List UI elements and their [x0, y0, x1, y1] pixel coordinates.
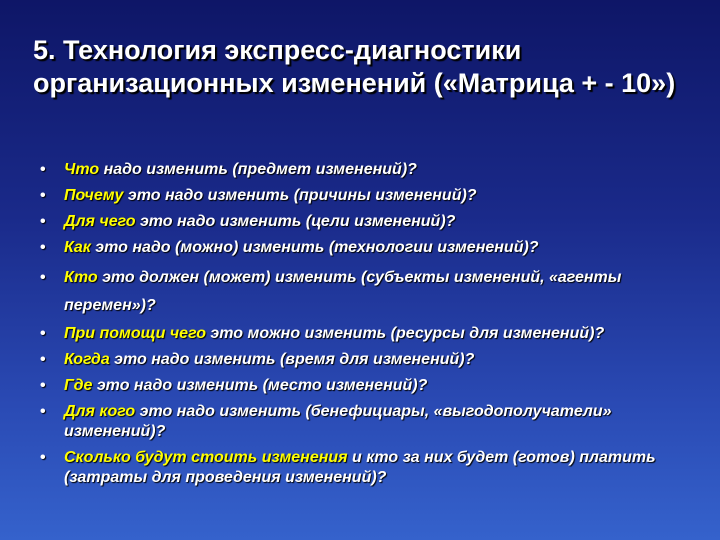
- item-text: это надо изменить (цели изменений)?: [135, 213, 456, 230]
- list-item: [40, 212, 690, 232]
- item-text: надо изменить (предмет изменений)?: [99, 161, 417, 178]
- item-keyword: Когда: [64, 351, 110, 368]
- item-keyword: Сколько будут стоить изменения: [64, 449, 348, 466]
- item-text: и кто за них будет (готов) платить (затраты для проведения изменений)?: [64, 449, 656, 486]
- item-text: это можно изменить (ресурсы для изменений)?: [205, 325, 605, 342]
- bullet-icon: •: [40, 403, 46, 420]
- bullet-icon: •: [40, 213, 46, 230]
- item-keyword: Почему: [64, 187, 124, 204]
- bullet-list: [40, 160, 690, 494]
- bullet-icon: •: [40, 351, 46, 368]
- list-item: [40, 402, 690, 442]
- item-keyword: Как: [64, 239, 91, 256]
- list-item: [40, 160, 690, 180]
- bullet-icon: •: [40, 161, 46, 178]
- item-keyword: Где: [64, 377, 93, 394]
- item-text: это надо изменить (бенефициары, «выгодополучатели» изменений)?: [64, 403, 612, 440]
- list-item: [40, 324, 690, 344]
- item-text: это надо изменить (место изменений)?: [92, 377, 428, 394]
- bullet-icon: •: [40, 325, 46, 342]
- item-text: это надо изменить (время для изменений)?: [109, 351, 475, 368]
- bullet-icon: •: [40, 269, 46, 286]
- list-item: [40, 448, 690, 488]
- item-keyword: Для чего: [64, 213, 136, 230]
- item-text: это надо (можно) изменить (технологии изменений)?: [90, 239, 539, 256]
- item-keyword: Что: [64, 161, 100, 178]
- item-keyword: При помощи чего: [64, 325, 206, 342]
- list-item: [40, 238, 690, 258]
- list-item: [40, 350, 690, 370]
- item-text: это должен (может) изменить (субъекты изменений, «агенты перемен»)?: [64, 269, 622, 314]
- bullet-icon: •: [40, 239, 46, 256]
- item-keyword: Кто: [64, 269, 98, 286]
- list-item: [40, 186, 690, 206]
- bullet-icon: •: [40, 377, 46, 394]
- bullet-icon: •: [40, 187, 46, 204]
- item-text: это надо изменить (причины изменений)?: [123, 187, 477, 204]
- list-item: [40, 376, 690, 396]
- list-item: [40, 264, 690, 320]
- item-keyword: Для кого: [64, 403, 136, 420]
- bullet-icon: •: [40, 449, 46, 466]
- slide-title: 5. Технология экспресс-диагностики организационных изменений («Матрица + - 10»): [33, 35, 676, 98]
